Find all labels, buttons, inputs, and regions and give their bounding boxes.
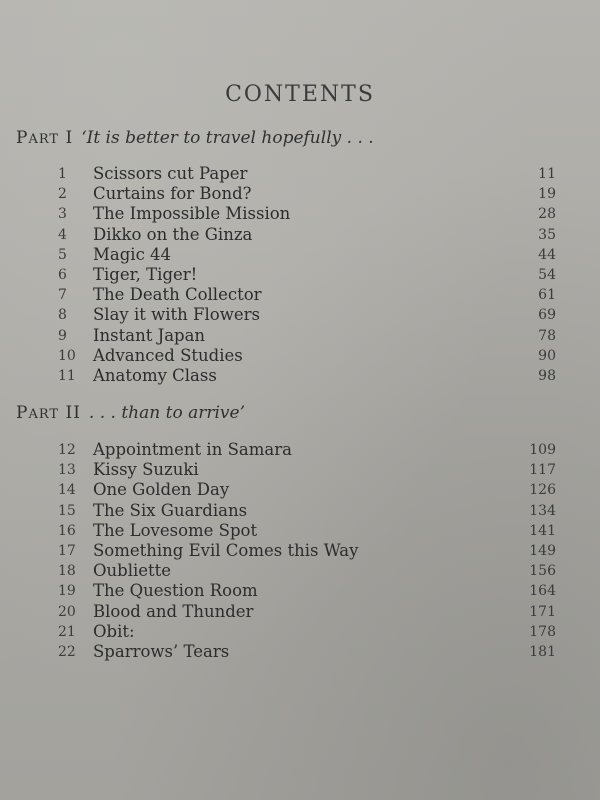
part-2-chapter-list [0,440,600,662]
chapter-number: 5 [58,246,67,263]
chapter-title: Obit: [93,621,135,641]
chapter-number: 4 [58,226,67,243]
chapter-page-number: 98 [538,367,556,384]
chapter-number: 3 [58,206,67,223]
chapter-title: Scissors cut Paper [93,164,248,183]
page-title: CONTENTS [225,82,375,107]
chapter-number: 22 [58,643,76,660]
chapter-entry[interactable] [0,501,600,521]
chapter-entry[interactable] [0,541,600,561]
chapter-title: The Question Room [93,581,258,601]
chapter-number: 17 [58,542,76,559]
chapter-number: 18 [58,563,76,580]
chapter-page-number: 69 [538,307,556,324]
chapter-page-number: 126 [529,482,556,499]
chapter-entry[interactable] [0,265,600,285]
chapter-number: 12 [58,442,76,458]
chapter-entry[interactable] [0,561,600,581]
chapter-entry[interactable] [0,225,600,245]
chapter-entry[interactable] [0,581,600,601]
chapter-page-number: 134 [529,502,556,519]
chapter-page-number: 78 [538,327,556,344]
chapter-entry[interactable] [0,326,600,346]
chapter-entry[interactable] [0,622,600,642]
chapter-title: Instant Japan [93,325,206,345]
chapter-number: 11 [58,367,76,384]
part-1-epigraph: ‘It is better to travel hopefully . . . [81,128,374,148]
chapter-entry[interactable] [0,204,600,224]
chapter-title: The Impossible Mission [93,204,291,224]
chapter-title: Magic 44 [93,244,172,264]
chapter-entry[interactable] [0,440,600,460]
chapter-title: Tiger, Tiger! [93,264,198,284]
chapter-page-number: 54 [538,266,556,283]
chapter-page-number: 181 [529,643,556,660]
part-2-epigraph: . . . than to arrive’ [88,403,245,423]
part-2-label: PART II [16,403,81,423]
chapter-number: 15 [58,502,76,519]
chapter-entry[interactable] [0,346,600,366]
chapter-title: Anatomy Class [93,365,217,385]
chapter-page-number: 35 [538,226,556,243]
chapter-number: 6 [58,266,67,283]
part-1-heading [16,128,556,148]
chapter-title: Something Evil Comes this Way [93,540,359,560]
chapter-page-number: 149 [529,542,556,559]
chapter-number: 21 [58,623,76,640]
chapter-page-number: 28 [538,206,556,223]
chapter-entry[interactable] [0,642,600,662]
chapter-page-number: 44 [538,246,556,263]
chapter-entry[interactable] [0,245,600,265]
chapter-entry[interactable] [0,480,600,500]
part-1-chapter-list [0,164,600,386]
chapter-entry[interactable] [0,305,600,325]
chapter-number: 16 [58,522,76,539]
chapter-title: Slay it with Flowers [93,305,260,325]
chapter-page-number: 109 [529,442,556,458]
chapter-entry[interactable] [0,602,600,622]
chapter-entry[interactable] [0,285,600,305]
chapter-entry[interactable] [0,460,600,480]
chapter-number: 8 [58,307,67,324]
part-1-label: PART I [16,128,74,148]
chapter-page-number: 61 [538,287,556,304]
chapter-entry[interactable] [0,164,600,184]
chapter-title: Kissy Suzuki [93,460,199,480]
chapter-title: The Lovesome Spot [93,520,258,540]
chapter-title: Blood and Thunder [93,601,254,621]
chapter-page-number: 178 [529,623,556,640]
chapter-title: Oubliette [93,561,172,581]
chapter-entry[interactable] [0,184,600,204]
chapter-title: Dikko on the Ginza [93,224,253,244]
chapter-entry[interactable] [0,366,600,386]
chapter-page-number: 164 [529,583,556,600]
chapter-page-number: 19 [538,186,556,203]
chapter-page-number: 11 [538,166,556,182]
chapter-number: 1 [58,166,67,182]
chapter-page-number: 117 [529,462,556,479]
chapter-number: 10 [58,347,76,364]
chapter-title: Advanced Studies [93,345,243,365]
chapter-title: Curtains for Bond? [93,184,252,204]
chapter-title: The Six Guardians [93,500,248,520]
chapter-number: 13 [58,462,76,479]
chapter-number: 19 [58,583,76,600]
chapter-page-number: 156 [529,563,556,580]
chapter-title: One Golden Day [93,480,230,500]
chapter-title: Appointment in Samara [93,440,292,459]
chapter-page-number: 141 [529,522,556,539]
chapter-number: 14 [58,482,76,499]
chapter-page-number: 171 [529,603,556,620]
chapter-number: 9 [58,327,67,344]
chapter-page-number: 90 [538,347,556,364]
chapter-number: 2 [58,186,67,203]
chapter-entry[interactable] [0,521,600,541]
part-2-heading [16,403,556,423]
chapter-title: The Death Collector [93,285,262,305]
chapter-number: 20 [58,603,76,620]
chapter-title: Sparrows’ Tears [93,641,230,661]
chapter-number: 7 [58,287,67,304]
